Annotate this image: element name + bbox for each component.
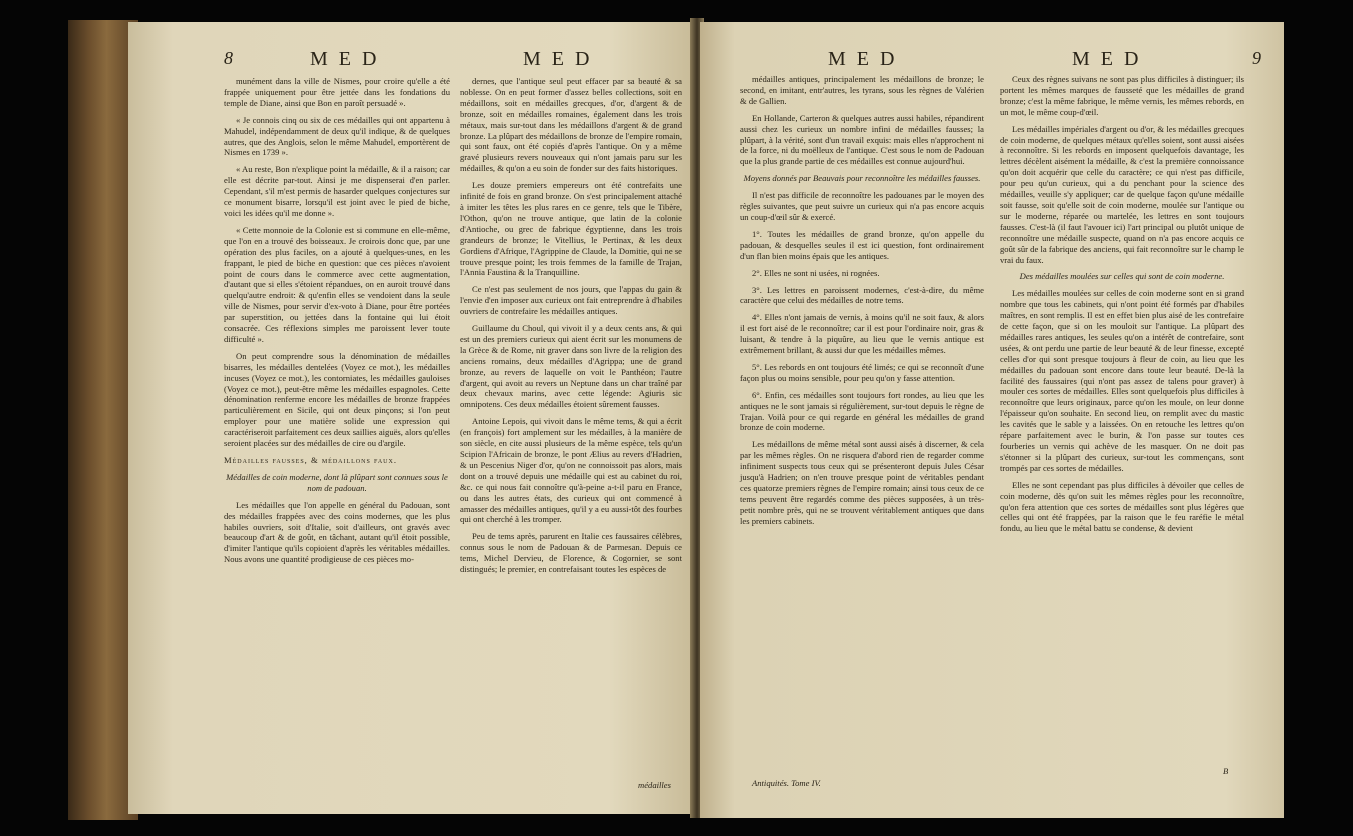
paragraph: munément dans la ville de Nismes, pour croire qu'elle a été frappée uniquement pour être jettée dans les fondations du temple de Diane, ainsi que Bon en paroît persuadé ». [224, 76, 450, 108]
paragraph: 2°. Elles ne sont ni usées, ni rognées. [752, 267, 880, 278]
signature-line: Antiquités. Tome IV. [752, 778, 821, 788]
paragraph: dernes, que l'antique seul peut effacer par sa beauté & sa noblesse. On en peut former d'assez belles collections, soit en médaillons, soit en médailles grecques, d'or, d'argent & de bronze, soit en médailles romaines, également dans les trois métaux, mais sur-tout dans les médaillons d'argent & de grand bronze. La plûpart des médaillons de bronze de l'empire romain, qui sont faux, ont été copiés d'après l'antique. On y a même gravé plusieurs revers nouveaux qui n'ont jamais paru sur les médailles, & qu'on a eu soin de fonder sur des faits historiques. [460, 76, 682, 174]
text-column [460, 76, 682, 581]
paragraph: Les médailles que l'on appelle en général du Padouan, sont des médailles frappées avec des coins modernes, que les plus habiles ouvriers, soit d'Italie, soit d'ailleurs, ont gravés avec beaucoup d'art & de goût, en tâchant, autant qu'il étoit possible, d'imiter l'antique qu'ils copioient d'après les véritables médailles. Nous avons une quantité prodigieuse de ces pièces mo- [224, 499, 450, 565]
paragraph: Les médailles moulées sur celles de coin moderne sont en si grand nombre que tous les cabinets, qui n'ont point été formés par d'habiles maîtres, en sont remplis. Il est en effet bien plus aisé de les contrefaire de cette façon, que si on les mouloit sur l'antique. La plûpart des médailles rares antiques, les seules qu'on a intérêt de contrefaire, sont usées, & ont perdu une partie de leur beauté & de leur finesse, excepté celles d'or qui sont presque toujours à fleur de coin, au lieu que les médailles du padouan sont encore dans toute leur beauté. De-là la facilité des faussaires (qui n'ont pas assez de talens pour graver) à mouler ces sortes de médailles. Elles sont quelquefois plus difficiles à reconnoître que leurs originaux, parce qu'on les moule, on leur donne l'épaisseur qu'on souhaite. En second lieu, on remplit avec du mastic les cavités que le sable y a laissées. On en retouche les lettres qu'on répare parfaitement avec le burin, & l'on passe sur toutes ces fourberies un vernis qui achève de les masquer. On ne doit pas s'étonner si la plûpart des curieux, sur-tout les commençans, sont trompés par ces sortes de médailles. [1000, 288, 1244, 473]
paragraph: Peu de tems après, parurent en Italie ces faussaires célèbres, connus sous le nom de Padouan & de Parmesan. Depuis ce tems, Michel Dervieu, de Florence, & Cogornier, se sont distingués; le premier, en contrefaisant toutes les espèces de [460, 531, 682, 575]
text-column [224, 76, 450, 571]
paragraph: Ceux des règnes suivans ne sont pas plus difficiles à distinguer; ils portent les mêmes marques de fausseté que les médailles de grand bronze; c'est la même fabrique, le même vernis, les mêmes rebords, en un mot, le même coup-d'œil. [1000, 74, 1244, 117]
paragraph: En Hollande, Carteron & quelques autres aussi habiles, répandirent aussi chez les curieux un nombre infini de médailles fausses; la plûpart, à la vérité, sont d'un travail exquis: mais elles n'approchent ni de la force, ni du moëlleux de l'antique. C'est sous le nom de Padouan que la plus grande partie de ces médailles est connue aujourd'hui. [740, 112, 984, 167]
running-header: M E D [523, 48, 593, 70]
paragraph: Antoine Lepois, qui vivoit dans le même tems, & qui a écrit (en françois) fort amplement sur les médailles, à la manière de son siècle, en cite aussi plusieurs de la même espèce, tels qu'un Scipion l'Africain de bronze, le pont Ælius au revers d'Hadrien, & un Pescenius Niger d'or, qu'on ne connoissoit pas alors, mais dont on a trouvé depuis une médaille qui est au cabinet du roi, &c. ce qui nous fait connoître qu'à-peine a-t-il paru en France, ou dans les autres états, des curieux qui ont commencé à amasser des médailles antiques, qu'il y a eu aussi-tôt des fourbes qui ont cherché à les tromper. [460, 416, 682, 525]
page-number: 8 [224, 48, 233, 68]
paragraph: « Je connois cinq ou six de ces médailles qui ont appartenu à Mahudel, indépendamment de deux qu'il indique, & de quelques autres, que des Anglois, selon le même Mahudel, emportèrent de Nismes en 1739 ». [224, 114, 450, 158]
paragraph: Les douze premiers empereurs ont été contrefaits une infinité de fois en grand bronze. On s'est principalement attaché à imiter les têtes les plus rares en ce genre, tels que le Tibère, l'Othon, qu'on ne trouve antique, que latin de la colonie d'Antioche, ou grec de fabrique égyptienne, dans les trois grandeurs de bronze; le Vitellius, le Pertinax, & les deux Gordiens d'Afrique, l'Agrippine de Claude, la Domitie, qui ne se trouve presque point; les trois femmes de la famille de Trajan, l'Annia Faustina & la Tranquilline. [460, 180, 682, 278]
section-heading: Moyens donnés par Beauvais pour reconnoître les médailles fausses. [743, 173, 981, 184]
section-heading: Des médailles moulées sur celles qui sont de coin moderne. [1019, 271, 1225, 282]
running-header: M E D [1072, 48, 1142, 70]
paragraph: « Au reste, Bon n'explique point la médaille, & il a raison; car elle est décrite par-tout. Ainsi je me dispenserai d'en parler. Cependant, s'il m'est permis de hasarder quelques conjectures sur ce monument bisarre, lorsqu'il est joint avec le pied de biche, voici les idées qu'il me donne ». [224, 164, 450, 218]
section-heading: Médailles de coin moderne, dont là plûpart sont connues sous le nom de padouan. [226, 471, 448, 493]
text-column [740, 74, 984, 533]
paragraph: Guillaume du Choul, qui vivoit il y a deux cents ans, & qui est un des premiers curieux qui aient écrit sur les monumens de la Grèce & de Rome, nit graver dans son livre de la religion des anciens romains, deux médailles d'Agrippa; une de grand bronze, au revers de laquelle on voit le Panthéon; l'autre d'argent, qui avoit au revers un Neptune dans un char traîné par deux chevaux marins, avec cette légende: Agiuris sic omnipotens. Ces deux médailles étoient sûrement fausses. [460, 323, 682, 410]
paragraph: Les médaillons de même métal sont aussi aisés à discerner, & cela par les mêmes règles. On ne risquera d'abord rien de regarder comme infiniment suspects tous ceux qui se présenteront depuis Jules César jusqu'à Hadrien; on n'en trouve presque point de véritables pendant ces quatorze premiers règnes de l'empire romain; ainsi tous ceux de ce tems peuvent être regardés comme des pièces supposées, à un très-petit nombre près, qui ne se trouvent véritablement antiques que dans les premiers cabinets. [740, 439, 984, 526]
running-header: M E D [828, 48, 898, 70]
paragraph: médailles antiques, principalement les médaillons de bronze; le second, en imitant, entr'autres, les tyrans, sous les règnes de Valérien & de Gallien. [740, 74, 984, 106]
paragraph: 6°. Enfin, ces médailles sont toujours fort rondes, au lieu que les antiques ne le sont jamais si régulièrement, sur-tout depuis le règne de Trajan. Voilà pour ce qui regarde en général les médailles de grand bronze de coin moderne. [740, 389, 984, 433]
page-number: 9 [1252, 48, 1261, 68]
paragraph: Ce n'est pas seulement de nos jours, que l'appas du gain & l'envie d'en imposer aux curieux ont fait entreprendre à d'habiles ouvriers de contrefaire les médailles antiques. [460, 284, 682, 317]
paragraph: Il n'est pas difficile de reconnoître les padouanes par le moyen des règles suivantes, que peut suivre un curieux qui n'a pas encore acquis un coup-d'œil sûr & exercé. [740, 190, 984, 222]
running-header: M E D [310, 48, 380, 70]
paragraph: 3°. Les lettres en paroissent modernes, c'est-à-dire, du même caractère que celui des médailles de notre tems. [740, 284, 984, 306]
section-title: Médailles fausses, & médaillons faux. [224, 455, 397, 465]
catchword: médailles [638, 780, 671, 790]
paragraph: 5°. Les rebords en ont toujours été limés; ce qui se reconnoît d'une façon plus ou moins sensible, pour peu qu'on y fasse attention. [740, 361, 984, 383]
left-page [128, 22, 694, 814]
right-page [700, 22, 1284, 818]
paragraph: « Cette monnoie de la Colonie est si commune en elle-même, que l'on en a trouvé des boisseaux. Je croirois donc que, par une opération des plus faciles, on a ajouté à quelques-unes, en les frappant, le pied de biche en question: que ces pièces n'avoient point de cours dans le commerce avec cette augmentation, d'autant que si elles s'étoient répandues, on en auroit trouvé dans quelqu'autre endroit: & qu'enfin elles se vendoient dans la seule ville de Nismes, pour servir d'ex-voto à Diane, pour être portées par superstition, ou jettées dans la fontaine qui lui étoit consacrée. Ces réflexions simples me paroissent lever toute difficulté ». [224, 224, 450, 344]
catchword: B [1223, 766, 1229, 776]
text-column [1000, 74, 1244, 540]
paragraph: 1°. Toutes les médailles de grand bronze, qu'on appelle du padouan, & desquelles seules il est ici question, font ordinairement d'un flan bien moins épais que les antiques. [740, 228, 984, 261]
paragraph: On peut comprendre sous la dénomination de médailles bisarres, les médailles dentelées (Voyez ce mot.), les médailles incuses (Voyez ce mot.), les contorniates, les médailles gauloises (Voyez ce mot.), peut-être même les médailles espagnoles. Cette dénomination renferme encore les médailles de bronze frappées particulièrement en Sicile, qui ont deux pinçons; si l'on peut employer pour une matière solide une expression qui caractériseroit parfaitement ces deux saillies aiguës, alors qu'elles seroient placées sur des médailles de cire ou d'argile. [224, 350, 450, 449]
paragraph: Les médailles impériales d'argent ou d'or, & les médailles grecques de coin moderne, de quelques métaux qu'elles soient, sont aussi aisées à reconnoître. Si les rebords en imposent quelquefois davantage, les lettres décèlent aisément la médaille, & c'est la première connoissance qu'on doit acquérir que celle du caractère; ce qui n'est pas difficile, pour peu qu'un curieux, qui a du penchant pour la science des médailles, veuille s'y appliquer; car de quelque façon qu'une médaille soit fausse, soit qu'elle soit de coin moderne, moulée sur l'antique ou sur le moderne, réparée ou martelée, les lettres en sont toujours fausses. C'est-là (il faut l'avouer ici) l'art principal ou plutôt unique de reconnoître une médaille suspecte, quand on n'a pas encore acquis ce goût sûr de la fabrique des anciens, qui fait reconnoître sur le champ le vrai du faux. [1000, 123, 1244, 265]
paragraph: Elles ne sont cependant pas plus difficiles à dévoiler que celles de coin moderne, dès qu'on suit les mêmes règles pour les reconnoître, qu'on fera attention que ces sortes de médailles sont plus légères que celles qui ont été frappées, par la raison que le feu raréfie le métal fondu, au lieu que le métal battu se condense, & devient [1000, 479, 1244, 534]
paragraph: 4°. Elles n'ont jamais de vernis, à moins qu'il ne soit faux, & alors il est fort aisé de le reconnoître; car il est pour l'ordinaire noir, gras & luisant, & tendre à la piquûre, au lieu que le vernis antique est extrêmement brillant, & aussi dur que les médailles mêmes. [740, 312, 984, 356]
